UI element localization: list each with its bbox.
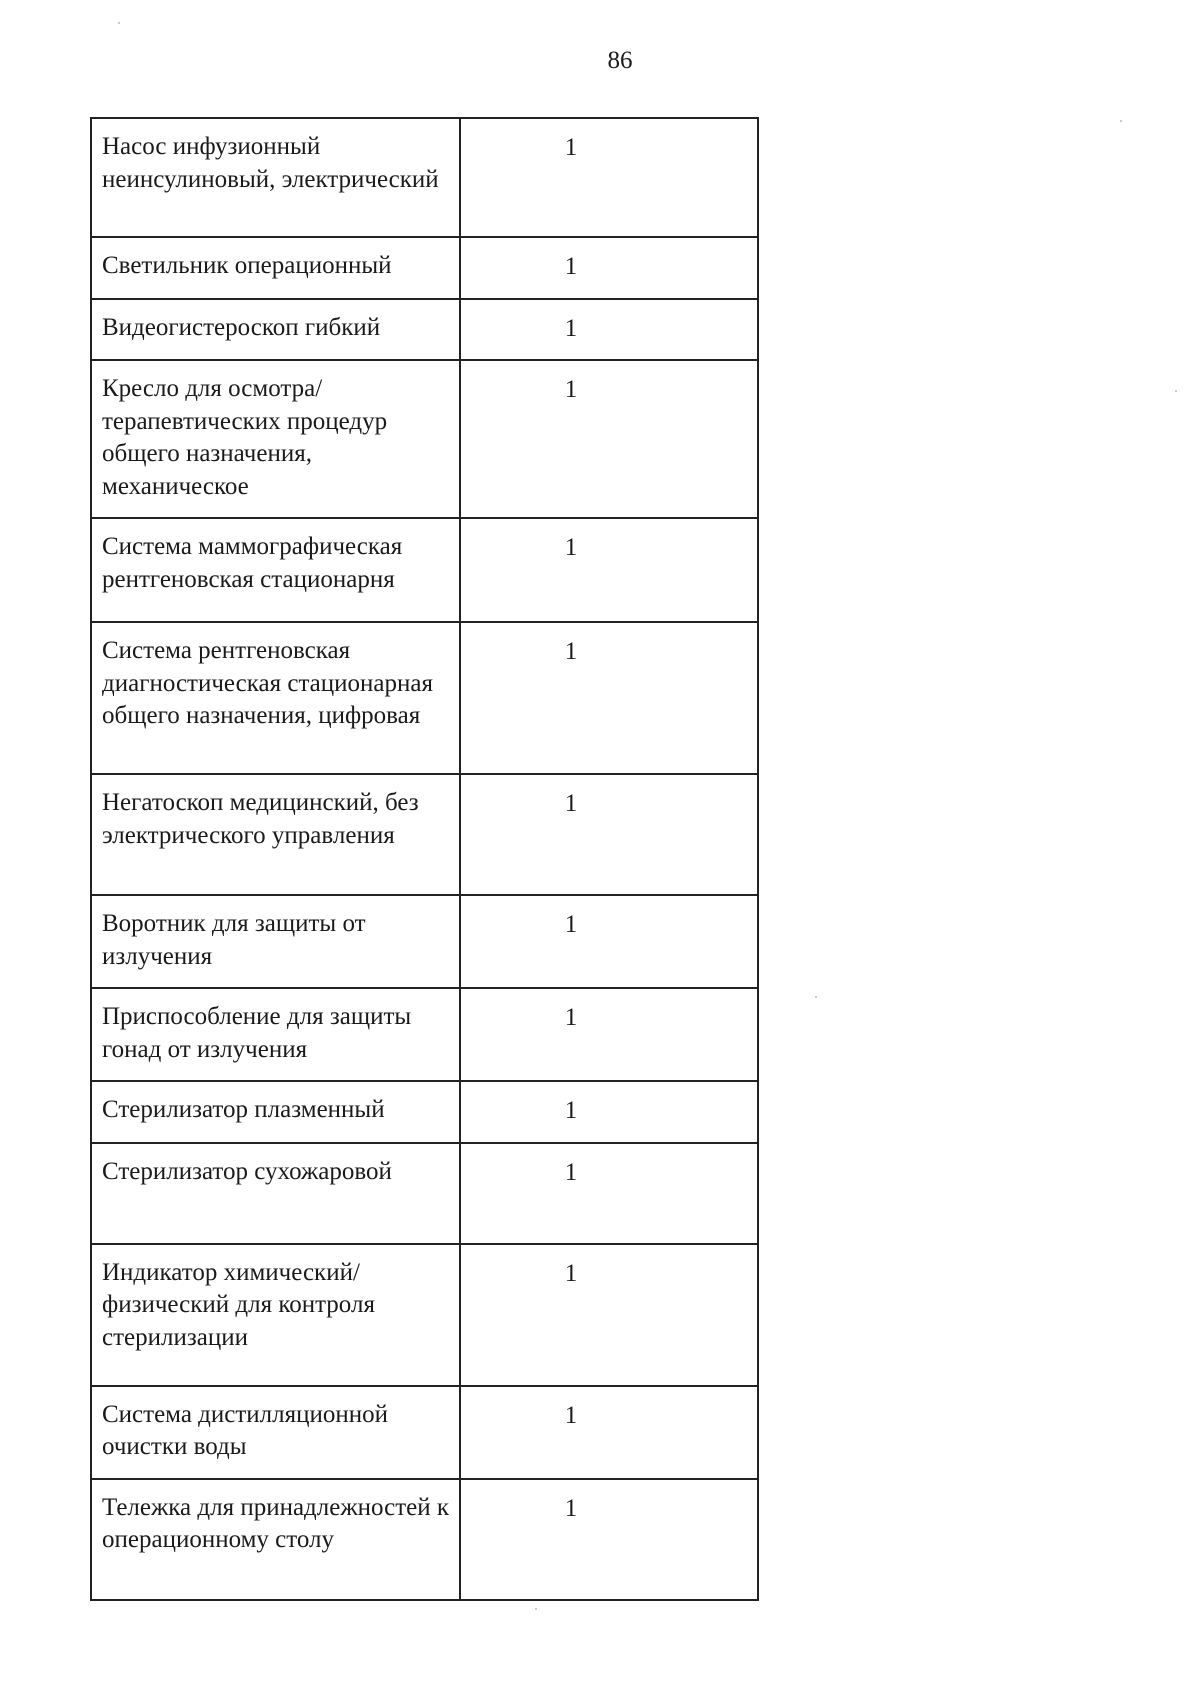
equipment-qty-value: 1 bbox=[564, 134, 578, 161]
equipment-qty-value: 1 bbox=[564, 790, 578, 817]
equipment-qty-value: 1 bbox=[564, 376, 578, 403]
equipment-qty-cell bbox=[460, 1143, 758, 1244]
equipment-qty-cell bbox=[460, 895, 758, 988]
table-row bbox=[91, 1143, 758, 1244]
equipment-name-cell: Индикатор химический/физический для контроля стерилизации bbox=[91, 1244, 460, 1386]
equipment-qty-cell bbox=[460, 988, 758, 1081]
equipment-qty-value: 1 bbox=[564, 911, 578, 938]
equipment-qty-cell bbox=[460, 237, 758, 299]
equipment-name-cell: Насос инфузионный неинсулиновый, электрический bbox=[91, 118, 460, 237]
equipment-qty-value: 1 bbox=[564, 1004, 578, 1031]
scan-speck bbox=[815, 996, 817, 998]
equipment-name-cell: Приспособление для защиты гонад от излучения bbox=[91, 988, 460, 1081]
table-row bbox=[91, 237, 758, 299]
scan-speck bbox=[1120, 120, 1122, 122]
equipment-table-body bbox=[91, 118, 758, 1600]
equipment-qty-value: 1 bbox=[564, 253, 578, 280]
equipment-name-cell: Стерилизатор сухожаровой bbox=[91, 1143, 460, 1244]
equipment-qty-value: 1 bbox=[564, 638, 578, 665]
scan-speck bbox=[1175, 390, 1177, 392]
table-row bbox=[91, 1081, 758, 1143]
equipment-qty-cell bbox=[460, 299, 758, 361]
table-row bbox=[91, 118, 758, 237]
table-row bbox=[91, 1244, 758, 1386]
equipment-qty-cell bbox=[460, 1244, 758, 1386]
equipment-qty-value: 1 bbox=[564, 534, 578, 561]
equipment-name-cell: Негатоскоп медицинский, без электрического управления bbox=[91, 774, 460, 895]
equipment-name-cell: Видеогистероскоп гибкий bbox=[91, 299, 460, 361]
table-row bbox=[91, 988, 758, 1081]
equipment-name-cell: Кресло для осмотра/терапевтических процедур общего назначения, механическое bbox=[91, 360, 460, 518]
table-row bbox=[91, 1479, 758, 1600]
equipment-qty-value: 1 bbox=[564, 1158, 578, 1186]
equipment-name-cell: Тележка для принадлежностей к операционному столу bbox=[91, 1479, 460, 1600]
equipment-qty-cell bbox=[460, 1386, 758, 1479]
equipment-qty-cell bbox=[460, 360, 758, 518]
equipment-qty-value: 1 bbox=[564, 1097, 578, 1124]
equipment-table bbox=[90, 117, 759, 1601]
scan-speck bbox=[535, 1608, 537, 1610]
equipment-qty-value: 1 bbox=[564, 314, 578, 342]
equipment-qty-value: 1 bbox=[564, 1259, 578, 1287]
equipment-name-cell: Система дистилляционной очистки воды bbox=[91, 1386, 460, 1479]
equipment-qty-value: 1 bbox=[564, 1494, 578, 1522]
table-row bbox=[91, 360, 758, 518]
table-row bbox=[91, 774, 758, 895]
page-number: 86 bbox=[607, 47, 633, 74]
table-row bbox=[91, 622, 758, 774]
table-row bbox=[91, 518, 758, 622]
table-row bbox=[91, 299, 758, 361]
equipment-qty-cell bbox=[460, 622, 758, 774]
equipment-qty-cell bbox=[460, 774, 758, 895]
table-row bbox=[91, 1386, 758, 1479]
scan-speck bbox=[118, 22, 120, 24]
equipment-name-cell: Светильник операционный bbox=[91, 237, 460, 299]
equipment-qty-cell bbox=[460, 518, 758, 622]
equipment-name-cell: Система рентгеновская диагностическая стационарная общего назначения, цифровая bbox=[91, 622, 460, 774]
equipment-name-cell: Стерилизатор плазменный bbox=[91, 1081, 460, 1143]
equipment-qty-cell bbox=[460, 1081, 758, 1143]
equipment-name-cell: Система маммографическая рентгеновская стационарня bbox=[91, 518, 460, 622]
equipment-qty-cell bbox=[460, 118, 758, 237]
table-row bbox=[91, 895, 758, 988]
equipment-qty-value: 1 bbox=[564, 1401, 578, 1429]
equipment-name-cell: Воротник для защиты от излучения bbox=[91, 895, 460, 988]
equipment-qty-cell bbox=[460, 1479, 758, 1600]
